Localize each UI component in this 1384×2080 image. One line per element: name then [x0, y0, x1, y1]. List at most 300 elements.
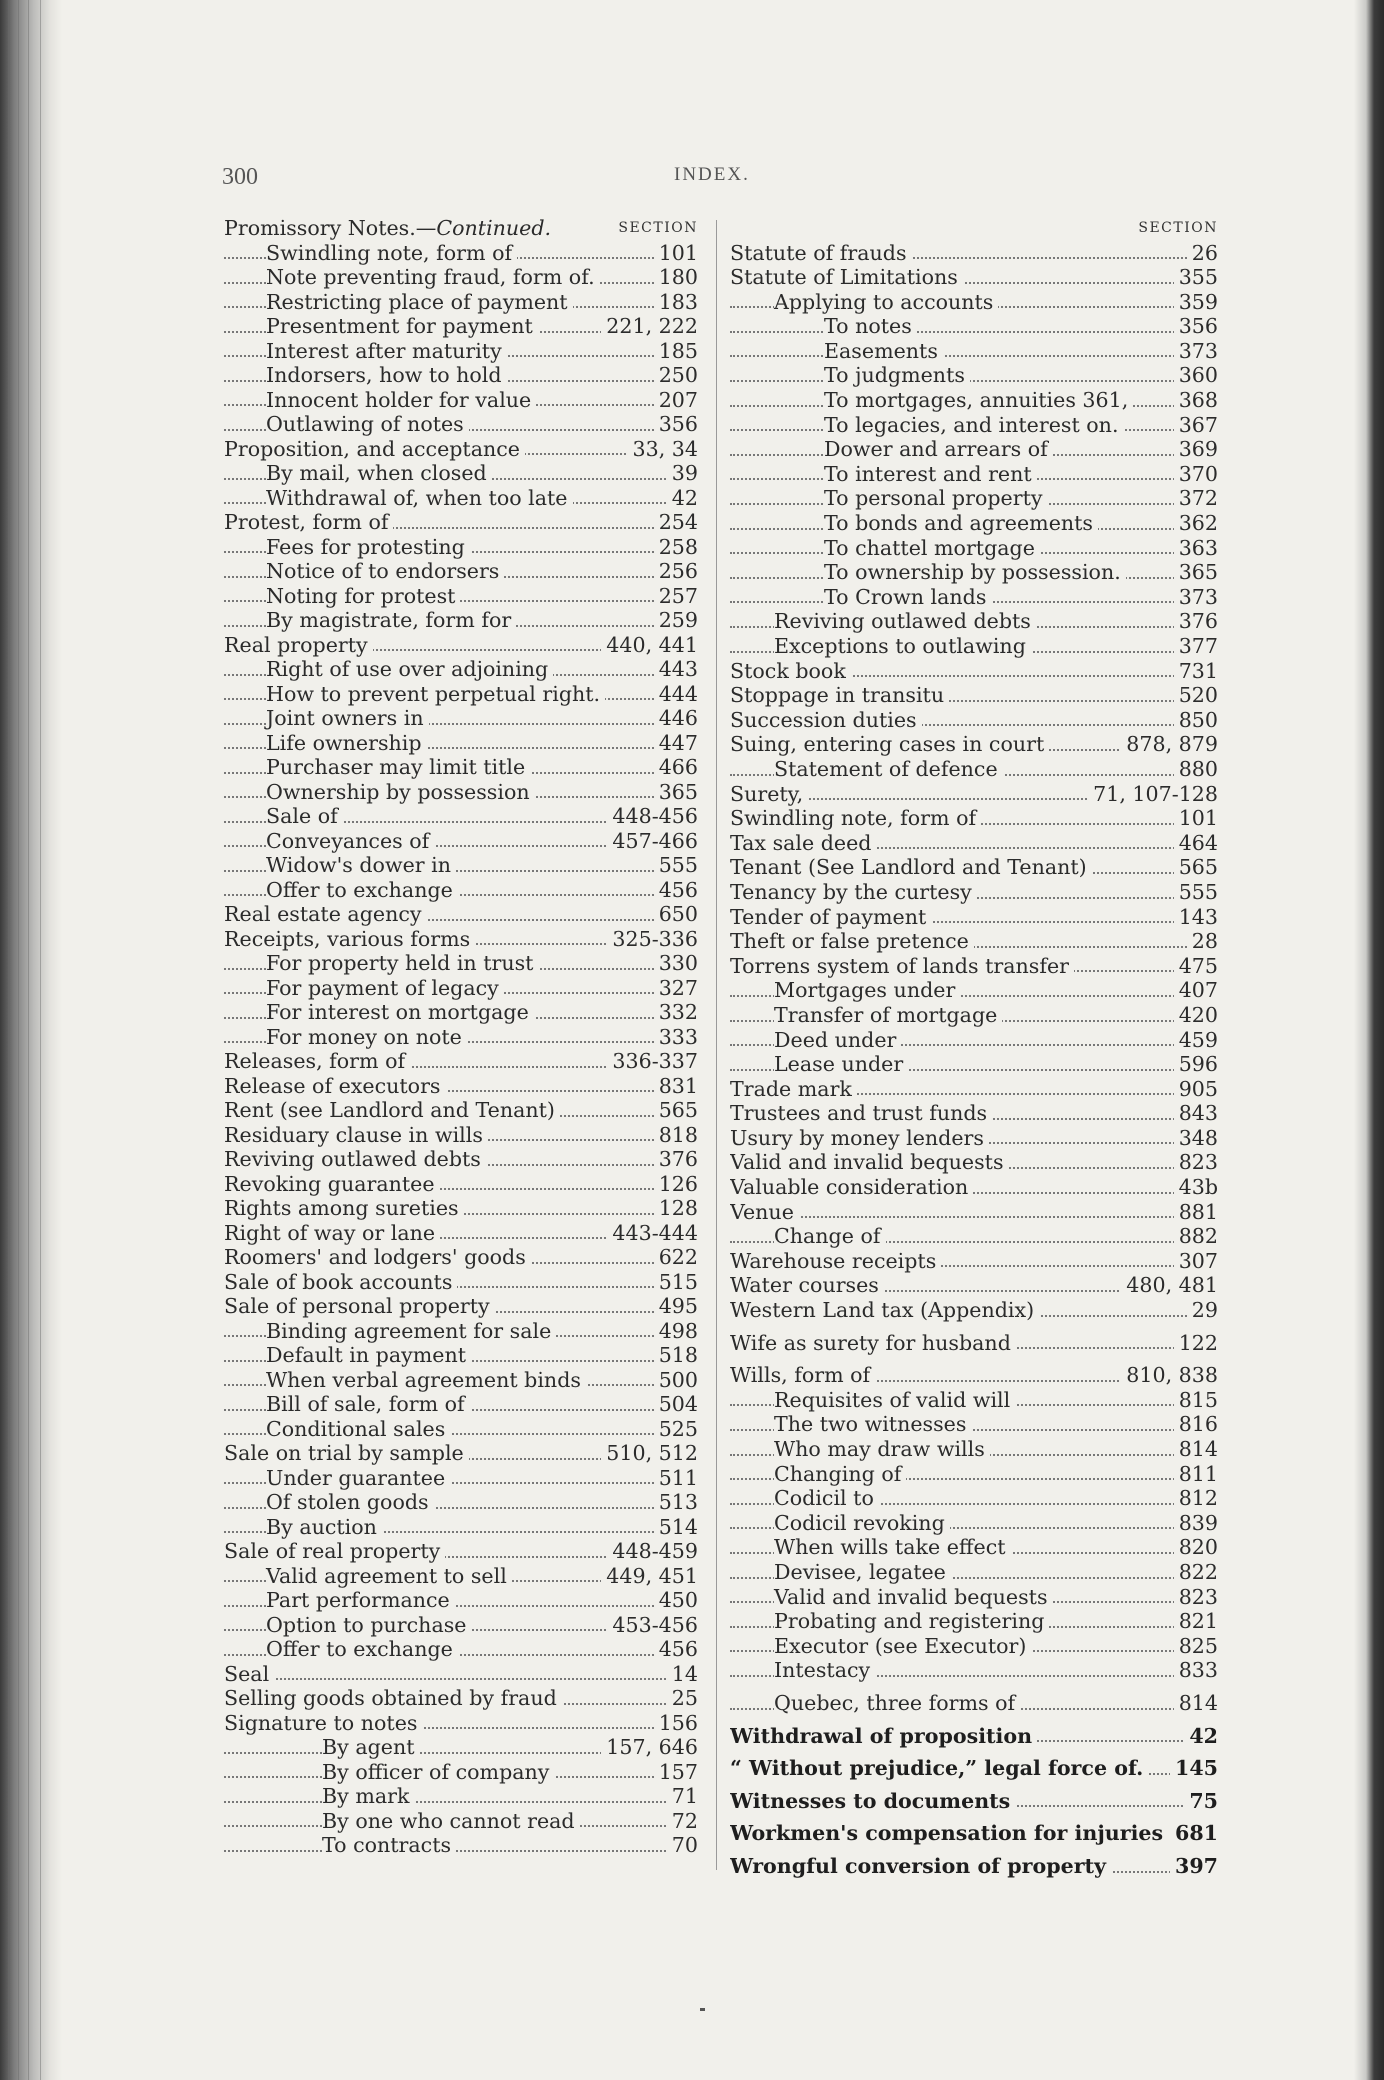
- index-entry: [224, 290, 698, 315]
- entry-label: To judgments: [824, 363, 970, 387]
- entry-section-ref: 365: [654, 780, 698, 805]
- entry-label: Conditional sales: [266, 1417, 450, 1441]
- entry-label: Tax sale deed: [730, 831, 876, 855]
- entry-section-ref: 259: [654, 608, 698, 633]
- index-entry: [224, 437, 698, 462]
- index-entry: [730, 363, 1218, 388]
- entry-label: Statute of Limitations: [730, 265, 963, 289]
- entry-label: Sale of book accounts: [224, 1270, 457, 1294]
- entry-section-ref: 307: [1174, 1249, 1218, 1274]
- entry-section-ref: 504: [654, 1392, 698, 1417]
- entry-section-ref: 514: [654, 1515, 698, 1540]
- entry-section-ref: 180: [654, 265, 698, 290]
- heading-text: Promissory Notes.—: [224, 216, 437, 240]
- entry-label: “ Without prejudice,” legal force of.: [730, 1756, 1148, 1780]
- entry-section-ref: 833: [1174, 1658, 1218, 1683]
- entry-section-ref: 518: [654, 1343, 698, 1368]
- index-entry: [730, 462, 1218, 487]
- entry-label: Part performance: [266, 1588, 455, 1612]
- entry-section-ref: 257: [654, 584, 698, 609]
- entry-section-ref: 376: [1174, 609, 1218, 634]
- entry-label: Note preventing fraud, form of.: [266, 265, 600, 289]
- index-entry: [224, 1564, 698, 1589]
- entry-section-ref: 825: [1174, 1634, 1218, 1659]
- entry-label: Workmen's compensation for injuries: [730, 1821, 1168, 1845]
- index-entry: [224, 1245, 698, 1270]
- index-entry: [730, 1175, 1218, 1200]
- entry-label: Water courses: [730, 1273, 884, 1297]
- entry-section-ref: 459: [1174, 1028, 1218, 1053]
- entry-section-ref: 905: [1174, 1077, 1218, 1102]
- entry-section-ref: 363: [1174, 536, 1218, 561]
- entry-section-ref: 818: [654, 1123, 698, 1148]
- index-entry: [224, 780, 698, 805]
- index-entry: [730, 1585, 1218, 1610]
- entry-section-ref: 443: [654, 657, 698, 682]
- entry-section-ref: 880: [1174, 757, 1218, 782]
- entry-section-ref: 555: [654, 853, 698, 878]
- index-entry: [730, 486, 1218, 511]
- index-entry: [224, 853, 698, 878]
- index-entry: [224, 1833, 698, 1858]
- entry-label: Quebec, three forms of: [774, 1691, 1020, 1715]
- entry-label: To Crown lands: [824, 585, 991, 609]
- entry-label: Wills, form of: [730, 1363, 875, 1387]
- index-entry: [730, 1486, 1218, 1511]
- page-header: [222, 158, 1202, 194]
- index-entry: [730, 1511, 1218, 1536]
- column-divider: [716, 220, 717, 1870]
- index-entry: [730, 1462, 1218, 1487]
- entry-label: Stock book: [730, 659, 851, 683]
- index-entry: [730, 1298, 1218, 1323]
- index-entry: [730, 388, 1218, 413]
- index-entry: [224, 608, 698, 633]
- entry-section-ref: 555: [1174, 880, 1218, 905]
- entry-label: Innocent holder for value: [266, 388, 536, 412]
- entry-section-ref: 450: [654, 1588, 698, 1613]
- entry-section-ref: 821: [1174, 1609, 1218, 1634]
- entry-section-ref: 453-456: [607, 1613, 698, 1638]
- index-entry: [730, 1789, 1218, 1814]
- entry-section-ref: 71: [667, 1784, 698, 1809]
- page-edge-line: [28, 0, 29, 2080]
- index-entry: [224, 1025, 698, 1050]
- index-entry: [730, 732, 1218, 757]
- entry-section-ref: 145: [1170, 1756, 1218, 1781]
- entry-section-ref: 831: [654, 1074, 698, 1099]
- entry-label: To ownership by possession.: [824, 560, 1126, 584]
- running-head: INDEX.: [674, 164, 750, 185]
- index-entry: [224, 976, 698, 1001]
- entry-section-ref: 515: [654, 1270, 698, 1295]
- dot-leader: [730, 380, 1218, 382]
- entry-label: By agent: [322, 1735, 420, 1759]
- entry-label: Dower and arrears of: [824, 437, 1053, 461]
- entry-section-ref: 70: [667, 1833, 698, 1858]
- entry-section-ref: 447: [654, 731, 698, 756]
- index-entry: [224, 339, 698, 364]
- index-entry: [224, 1147, 698, 1172]
- entry-section-ref: 72: [667, 1809, 698, 1834]
- index-entry: [224, 1662, 698, 1687]
- entry-section-ref: 157, 646: [601, 1735, 698, 1760]
- entry-label: Suing, entering cases in court: [730, 732, 1049, 756]
- entry-section-ref: 449, 451: [601, 1564, 698, 1589]
- entry-section-ref: 356: [1174, 314, 1218, 339]
- index-entry: [730, 1077, 1218, 1102]
- entry-section-ref: 359: [1174, 290, 1218, 315]
- index-entry: [730, 314, 1218, 339]
- entry-label: Lease under: [774, 1052, 908, 1076]
- index-entry: [730, 880, 1218, 905]
- entry-section-ref: 881: [1174, 1200, 1218, 1225]
- entry-section-ref: 336-337: [607, 1049, 698, 1074]
- entry-section-ref: 456: [654, 1637, 698, 1662]
- entry-label: By auction: [266, 1515, 382, 1539]
- dot-leader: [730, 331, 1218, 333]
- index-entry: [730, 1200, 1218, 1225]
- entry-label: Witnesses to documents: [730, 1789, 1015, 1813]
- entry-section-ref: 14: [667, 1662, 698, 1687]
- entry-label: Stoppage in transitu: [730, 683, 949, 707]
- index-entry: [730, 855, 1218, 880]
- entry-label: For interest on mortgage: [266, 1000, 534, 1024]
- entry-section-ref: 348: [1174, 1126, 1218, 1151]
- entry-section-ref: 369: [1174, 437, 1218, 462]
- entry-section-ref: 330: [654, 951, 698, 976]
- entry-label: Ownership by possession: [266, 780, 535, 804]
- entry-label: To bonds and agreements: [824, 511, 1098, 535]
- dot-leader: [224, 1678, 698, 1680]
- entry-label: Indorsers, how to hold: [266, 363, 507, 387]
- index-entry: [224, 265, 698, 290]
- entry-section-ref: 372: [1174, 486, 1218, 511]
- entry-label: Statement of defence: [774, 757, 1003, 781]
- index-entry: [730, 1126, 1218, 1151]
- index-entry: [730, 1388, 1218, 1413]
- entry-section-ref: 362: [1174, 511, 1218, 536]
- entry-label: Who may draw wills: [774, 1437, 990, 1461]
- entry-section-ref: 367: [1174, 413, 1218, 438]
- entry-section-ref: 221, 222: [601, 314, 698, 339]
- index-entry: [730, 1249, 1218, 1274]
- index-entry: [224, 1686, 698, 1711]
- entry-label: Releases, form of: [224, 1049, 410, 1073]
- entry-section-ref: 39: [667, 461, 698, 486]
- entry-section-ref: 823: [1174, 1150, 1218, 1175]
- entry-section-ref: 843: [1174, 1101, 1218, 1126]
- entry-label: Change of: [774, 1224, 886, 1248]
- index-entry: [730, 1273, 1218, 1298]
- entry-section-ref: 397: [1170, 1854, 1218, 1879]
- index-entry: [224, 510, 698, 535]
- entry-section-ref: 565: [654, 1098, 698, 1123]
- index-entry: [730, 536, 1218, 561]
- index-entry: [224, 1172, 698, 1197]
- entry-label: Valuable consideration: [730, 1175, 973, 1199]
- entry-label: Devisee, legatee: [774, 1560, 951, 1584]
- index-entry: [730, 585, 1218, 610]
- entry-section-ref: 498: [654, 1319, 698, 1344]
- entry-label: Real estate agency: [224, 902, 427, 926]
- entry-label: Requisites of valid will: [774, 1388, 1015, 1412]
- entry-section-ref: 25: [667, 1686, 698, 1711]
- index-entry: [224, 1441, 698, 1466]
- entry-section-ref: 333: [654, 1025, 698, 1050]
- entry-label: Tenancy by the curtesy: [730, 880, 977, 904]
- entry-label: Swindling note, form of: [730, 806, 981, 830]
- index-entry: [224, 902, 698, 927]
- entry-section-ref: 466: [654, 755, 698, 780]
- entry-label: To legacies, and interest on.: [824, 413, 1124, 437]
- entry-label: Fees for protesting: [266, 535, 470, 559]
- entry-label: Mortgages under: [774, 978, 960, 1002]
- index-column-right: [730, 216, 1218, 1879]
- entry-section-ref: 29: [1187, 1298, 1218, 1323]
- entry-label: To interest and rent: [824, 462, 1037, 486]
- entry-section-ref: 355: [1174, 265, 1218, 290]
- entry-section-ref: 28: [1187, 929, 1218, 954]
- entry-label: Wrongful conversion of property: [730, 1854, 1111, 1878]
- entry-label: Applying to accounts: [774, 290, 998, 314]
- page-edge-line: [8, 0, 9, 2080]
- entry-section-ref: 370: [1174, 462, 1218, 487]
- index-entry: [224, 1735, 698, 1760]
- entry-label: The two witnesses: [774, 1412, 971, 1436]
- entry-section-ref: 377: [1174, 634, 1218, 659]
- entry-label: Easements: [824, 339, 943, 363]
- index-entry: [730, 1634, 1218, 1659]
- entry-section-ref: 446: [654, 706, 698, 731]
- index-column-left: [224, 216, 698, 1858]
- entry-section-ref: 365: [1174, 560, 1218, 585]
- entry-section-ref: 332: [654, 1000, 698, 1025]
- entry-label: Succession duties: [730, 708, 922, 732]
- entry-section-ref: 650: [654, 902, 698, 927]
- entry-label: Rights among sureties: [224, 1196, 464, 1220]
- index-entry: [224, 1760, 698, 1785]
- entry-section-ref: 157: [654, 1760, 698, 1785]
- index-entry: [224, 486, 698, 511]
- entry-label: Outlawing of notes: [266, 412, 469, 436]
- page-number: 300: [222, 164, 258, 190]
- index-entry: [224, 584, 698, 609]
- entry-section-ref: 368: [1174, 388, 1218, 413]
- entry-section-ref: 443-444: [607, 1221, 698, 1246]
- entry-label: Rent (see Landlord and Tenant): [224, 1098, 560, 1122]
- entry-section-ref: 812: [1174, 1486, 1218, 1511]
- index-entry: [224, 1809, 698, 1834]
- entry-section-ref: 101: [654, 241, 698, 266]
- index-entry: [224, 829, 698, 854]
- entry-section-ref: 183: [654, 290, 698, 315]
- entry-label: Withdrawal of, when too late: [266, 486, 573, 510]
- index-entry: [224, 1049, 698, 1074]
- entry-section-ref: 207: [654, 388, 698, 413]
- entry-section-ref: 448-459: [607, 1539, 698, 1564]
- entry-section-ref: 823: [1174, 1585, 1218, 1610]
- entry-section-ref: 325-336: [607, 927, 698, 952]
- entry-label: Trustees and trust funds: [730, 1101, 992, 1125]
- index-entry: [730, 1691, 1218, 1716]
- entry-label: By magistrate, form for: [266, 608, 516, 632]
- dot-leader: [730, 1216, 1218, 1218]
- index-entry: [730, 241, 1218, 266]
- entry-label: Widow's dower in: [266, 853, 456, 877]
- entry-label: To notes: [824, 314, 917, 338]
- index-entry: [224, 1196, 698, 1221]
- entry-section-ref: 122: [1174, 1331, 1218, 1356]
- index-entry: [730, 1028, 1218, 1053]
- entry-section-ref: 143: [1174, 905, 1218, 930]
- entry-label: Codicil revoking: [774, 1511, 950, 1535]
- dot-leader: [224, 1801, 698, 1803]
- entry-label: Transfer of mortgage: [774, 1003, 1002, 1027]
- entry-label: Withdrawal of proposition: [730, 1724, 1037, 1748]
- entry-label: Intestacy: [774, 1658, 875, 1682]
- index-entry: [730, 1412, 1218, 1437]
- entry-label: By mail, when closed: [266, 461, 492, 485]
- entry-label: Trade mark: [730, 1077, 857, 1101]
- index-entry: [730, 954, 1218, 979]
- index-entry: [730, 413, 1218, 438]
- index-entry: [224, 363, 698, 388]
- entry-label: Torrens system of lands transfer: [730, 954, 1074, 978]
- entry-label: Revoking guarantee: [224, 1172, 440, 1196]
- entry-label: For money on note: [266, 1025, 467, 1049]
- entry-section-ref: 254: [654, 510, 698, 535]
- entry-label: Theft or false pretence: [730, 929, 974, 953]
- right-page-edge: [1354, 0, 1384, 2080]
- entry-section-ref: 71, 107-128: [1088, 782, 1218, 807]
- index-entry: [730, 806, 1218, 831]
- entry-label: Restricting place of payment: [266, 290, 573, 314]
- entry-label: Right of way or lane: [224, 1221, 440, 1245]
- entry-label: Proposition, and acceptance: [224, 437, 525, 461]
- entry-section-ref: 510, 512: [601, 1441, 698, 1466]
- entry-section-ref: 882: [1174, 1224, 1218, 1249]
- entry-label: Bill of sale, form of: [266, 1392, 470, 1416]
- entry-section-ref: 457-466: [607, 829, 698, 854]
- index-entry: [224, 1074, 698, 1099]
- entry-label: Statute of frauds: [730, 241, 912, 265]
- entry-label: To chattel mortgage: [824, 536, 1040, 560]
- entry-label: Seal: [224, 1662, 274, 1686]
- entry-section-ref: 820: [1174, 1535, 1218, 1560]
- entry-label: Protest, form of: [224, 510, 393, 534]
- index-entry: [224, 1711, 698, 1736]
- entry-label: Binding agreement for sale: [266, 1319, 556, 1343]
- entry-label: By mark: [322, 1784, 414, 1808]
- entry-label: Receipts, various forms: [224, 927, 475, 951]
- entry-section-ref: 360: [1174, 363, 1218, 388]
- entry-section-ref: 185: [654, 339, 698, 364]
- entry-label: Surety,: [730, 782, 808, 806]
- index-entry: [730, 265, 1218, 290]
- entry-label: Residuary clause in wills: [224, 1123, 488, 1147]
- section-label: SECTION: [618, 220, 698, 236]
- index-entry: [224, 559, 698, 584]
- entry-section-ref: 850: [1174, 708, 1218, 733]
- index-entry: [224, 412, 698, 437]
- index-entry: [730, 659, 1218, 684]
- print-mark: [700, 2008, 705, 2011]
- index-entry: [730, 1658, 1218, 1683]
- index-entry: [730, 1331, 1218, 1356]
- continued-heading: [224, 216, 698, 241]
- entry-label: Sale of: [266, 804, 343, 828]
- entry-label: Codicil to: [774, 1486, 879, 1510]
- index-entry: [224, 1490, 698, 1515]
- entry-label: Selling goods obtained by fraud: [224, 1686, 562, 1710]
- entry-label: Tender of payment: [730, 905, 931, 929]
- entry-label: Exceptions to outlawing: [774, 634, 1031, 658]
- index-entry: [224, 657, 698, 682]
- index-entry: [730, 339, 1218, 364]
- entry-section-ref: 810, 838: [1121, 1363, 1218, 1388]
- entry-section-ref: 256: [654, 559, 698, 584]
- entry-label: Reviving outlawed debts: [774, 609, 1036, 633]
- entry-section-ref: 525: [654, 1417, 698, 1442]
- entry-label: Under guarantee: [266, 1466, 450, 1490]
- entry-section-ref: 444: [654, 682, 698, 707]
- entry-label: Joint owners in: [266, 706, 429, 730]
- entry-section-ref: 420: [1174, 1003, 1218, 1028]
- entry-section-ref: 407: [1174, 978, 1218, 1003]
- index-entry: [224, 1466, 698, 1491]
- index-entry: [730, 1224, 1218, 1249]
- index-entry: [730, 290, 1218, 315]
- index-entry: [224, 706, 698, 731]
- entry-label: When verbal agreement binds: [266, 1368, 586, 1392]
- index-entry: [224, 1343, 698, 1368]
- index-entry: [224, 755, 698, 780]
- index-entry: [224, 804, 698, 829]
- index-entry: [730, 1560, 1218, 1585]
- entry-label: Probating and registering: [774, 1609, 1049, 1633]
- index-entry: [224, 927, 698, 952]
- entry-section-ref: 373: [1174, 585, 1218, 610]
- index-entry: [224, 1294, 698, 1319]
- index-entry: [730, 1821, 1218, 1846]
- entry-section-ref: 75: [1184, 1789, 1218, 1814]
- entry-label: Notice of to endorsers: [266, 559, 504, 583]
- index-entry: [224, 314, 698, 339]
- entry-label: Wife as surety for husband: [730, 1331, 1016, 1355]
- heading-continued: Continued.: [436, 216, 552, 240]
- index-entry: [224, 731, 698, 756]
- index-entry: [224, 951, 698, 976]
- entry-label: Conveyances of: [266, 829, 434, 853]
- entry-section-ref: 26: [1187, 241, 1218, 266]
- entry-section-ref: 250: [654, 363, 698, 388]
- index-entry: [224, 388, 698, 413]
- entry-section-ref: 376: [654, 1147, 698, 1172]
- entry-section-ref: 440, 441: [601, 633, 698, 658]
- index-entry: [730, 511, 1218, 536]
- entry-label: Valid agreement to sell: [266, 1564, 512, 1588]
- entry-label: Noting for protest: [266, 584, 460, 608]
- section-label: SECTION: [1138, 220, 1218, 236]
- entry-section-ref: 43b: [1174, 1175, 1218, 1200]
- entry-section-ref: 622: [654, 1245, 698, 1270]
- index-entry: [224, 241, 698, 266]
- entry-label: Valid and invalid bequests: [774, 1585, 1053, 1609]
- entry-label: Option to purchase: [266, 1613, 471, 1637]
- entry-section-ref: 448-456: [607, 804, 698, 829]
- entry-section-ref: 156: [654, 1711, 698, 1736]
